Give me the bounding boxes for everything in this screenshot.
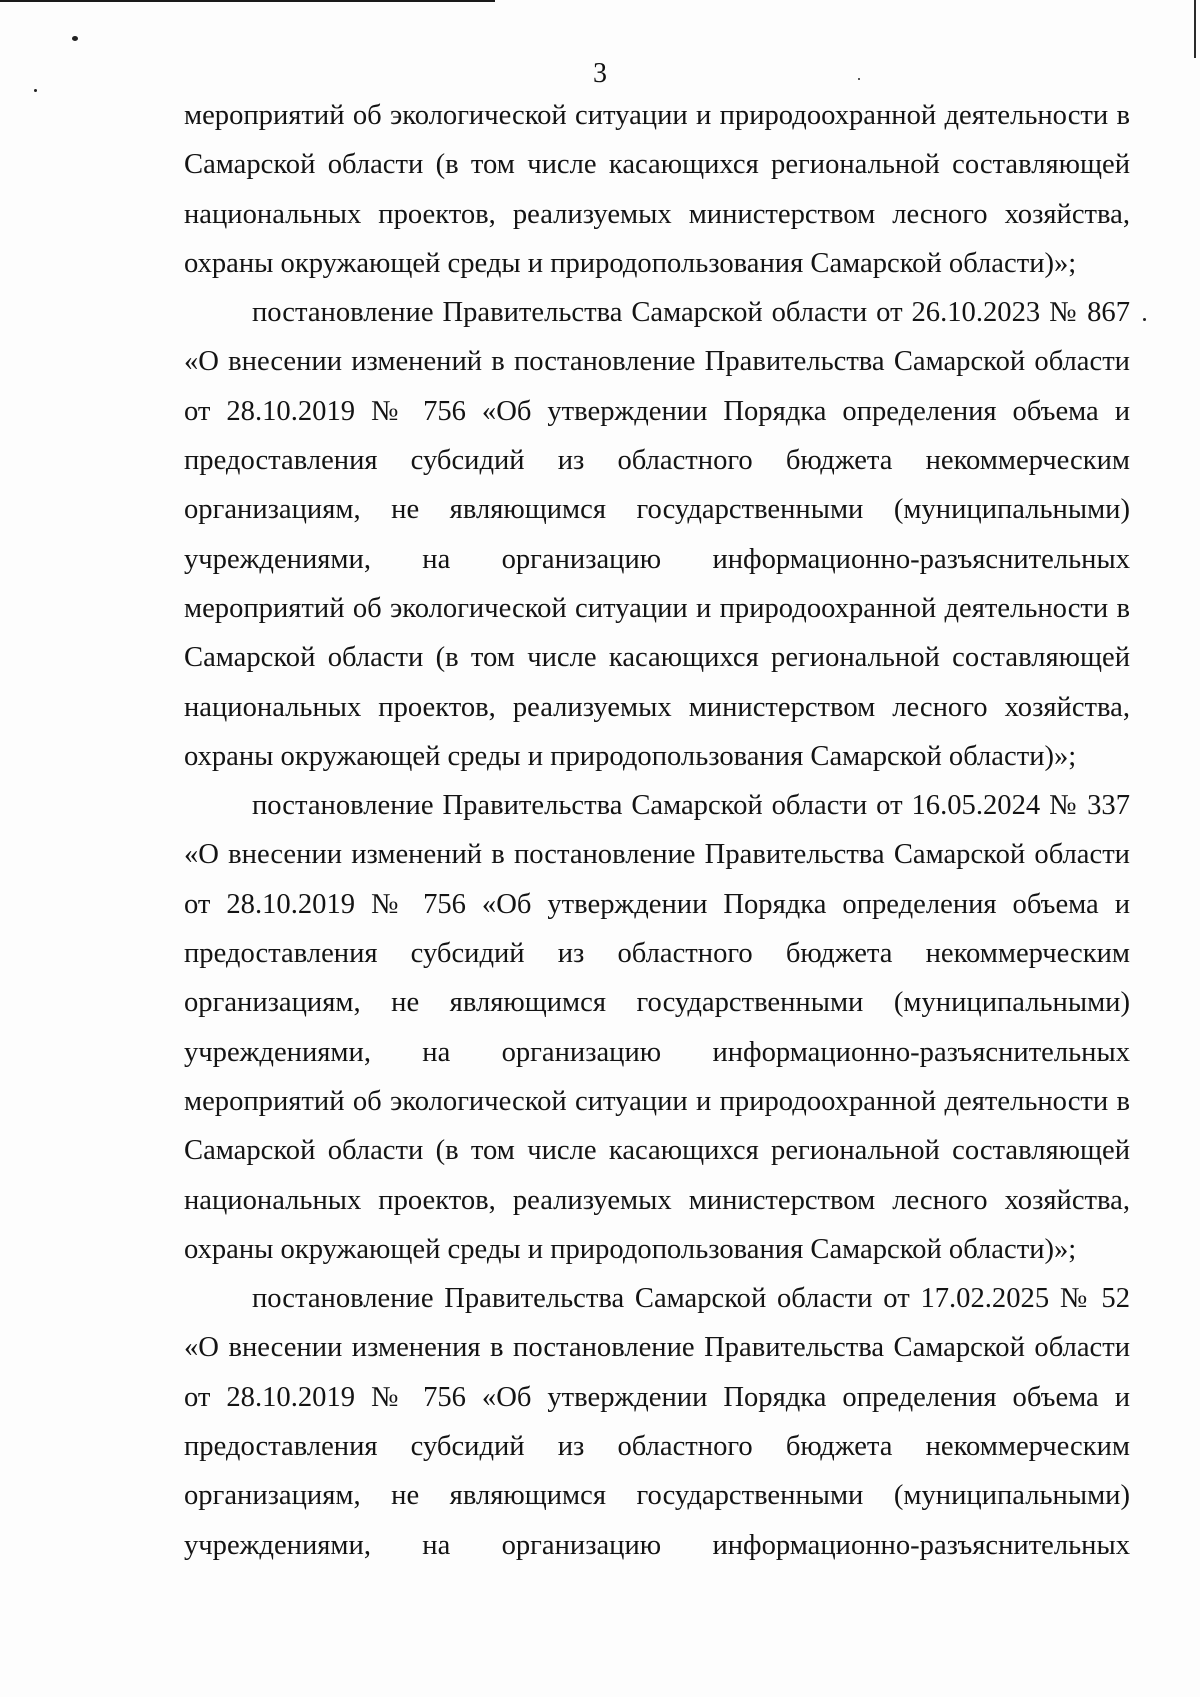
paragraph-resolution-2024-337: постановление Правительства Самарской области от 16.05.2024 № 337 «О внесении изменений в постановление Правительства Самарской области от 28.10.2019 № 756 «Об утверждении Порядка определения объема и предоставления субсидий из областного бюджета некоммерческим организациям, не являющимся государственными (муниципальными) учреждениями, на организацию информационно-разъяснительных мероприятий об экологической ситуации и природоохранной деятельности в Самарской области (в том числе касающихся региональной составляющей национальных проектов, реализуемых министерством лесного хозяйства, охраны окружающей среды и природопользования Самарской области)»; bbox=[184, 790, 1130, 1265]
page-number: 3 bbox=[593, 58, 607, 89]
paragraph-continuation: мероприятий об экологической ситуации и природоохранной деятельности в Самарской области (в том числе касающихся региональной составляющей национальных проектов, реализуемых министерством лесного хозяйства, охраны окружающей среды и природопользования Самарской области)»; bbox=[184, 100, 1130, 279]
scan-speck bbox=[1143, 318, 1146, 321]
scan-edge-right bbox=[1194, 0, 1196, 58]
scan-speck bbox=[72, 36, 78, 41]
scan-edge-top bbox=[0, 0, 495, 2]
paragraph-resolution-2023-867: постановление Правительства Самарской области от 26.10.2023 № 867 «О внесении изменений в постановление Правительства Самарской области от 28.10.2019 № 756 «Об утверждении Порядка определения объема и предоставления субсидий из областного бюджета некоммерческим организациям, не являющимся государственными (муниципальными) учреждениями, на организацию информационно-разъяснительных мероприятий об экологической ситуации и природоохранной деятельности в Самарской области (в том числе касающихся региональной составляющей национальных проектов, реализуемых министерством лесного хозяйства, охраны окружающей среды и природопользования Самарской области)»; bbox=[184, 297, 1130, 772]
paragraph-resolution-2025-52: постановление Правительства Самарской области от 17.02.2025 № 52 «О внесении изменения в постановление Правительства Самарской области от 28.10.2019 № 756 «Об утверждении Порядка определения объема и предоставления субсидий из областного бюджета некоммерческим организациям, не являющимся государственными (муниципальными) учреждениями, на организацию информационно-разъяснительных bbox=[184, 1283, 1130, 1561]
document-body bbox=[184, 91, 1130, 1570]
